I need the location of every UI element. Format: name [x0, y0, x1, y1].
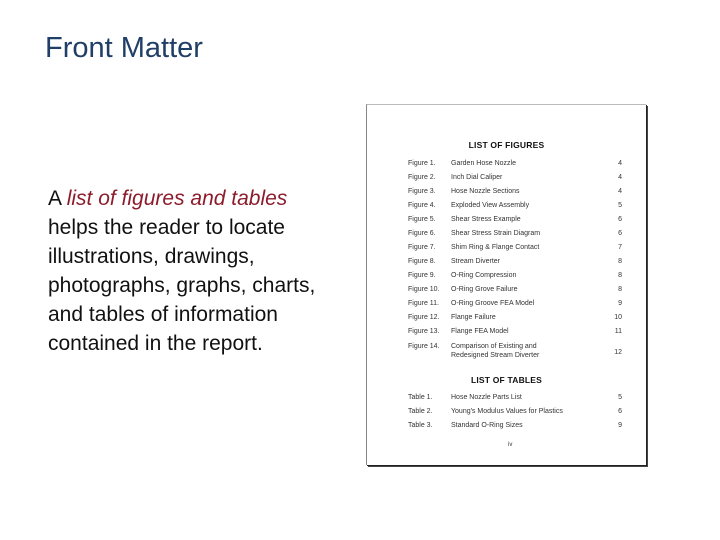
figure-page: 8: [618, 286, 622, 293]
figure-title: Flange Failure: [451, 314, 496, 321]
figure-row: [408, 243, 622, 254]
figure-page: 4: [618, 160, 622, 167]
table-page: 5: [618, 394, 622, 401]
figure-label: Figure 7.: [408, 244, 436, 251]
body-paragraph: [48, 184, 338, 358]
page-number: iv: [508, 442, 513, 448]
figure-title: Hose Nozzle Sections: [451, 188, 520, 195]
figure-page: 12: [614, 349, 622, 356]
figure-row: [408, 257, 622, 268]
figure-page: 10: [614, 314, 622, 321]
figure-label: Figure 13.: [408, 328, 440, 335]
figure-row: [408, 327, 622, 338]
table-row: [408, 421, 622, 432]
figure-title: Flange FEA Model: [451, 328, 509, 335]
figure-title: Shim Ring & Flange Contact: [451, 244, 540, 251]
figure-page: 8: [618, 258, 622, 265]
table-label: Table 3.: [408, 422, 433, 429]
figure-row: [408, 313, 622, 324]
figure-label: Figure 1.: [408, 160, 436, 167]
figure-row: [408, 299, 622, 310]
figure-label: Figure 5.: [408, 216, 436, 223]
figure-title: O-Ring Grove Failure: [451, 286, 518, 293]
table-label: Table 2.: [408, 408, 433, 415]
figure-label: Figure 10.: [408, 286, 440, 293]
figures-heading: LIST OF FIGURES: [468, 140, 545, 150]
figure-label: Figure 9.: [408, 272, 436, 279]
table-row: [408, 407, 622, 418]
table-title: Standard O-Ring Sizes: [451, 422, 523, 429]
document-page-image: [366, 104, 646, 465]
figure-row: [408, 215, 622, 226]
figure-title: Inch Dial Caliper: [451, 174, 503, 181]
table-row: [408, 393, 622, 404]
figure-row: [408, 187, 622, 198]
body-rest: helps the reader to locate illustrations, drawings, photographs, graphs, charts, and tables of information contained in the report.: [48, 216, 316, 355]
figure-page: 4: [618, 174, 622, 181]
figure-title: O-Ring Compression: [451, 272, 517, 279]
figure-label: Figure 8.: [408, 258, 436, 265]
figure-label: Figure 14.: [408, 343, 440, 350]
figure-title: Shear Stress Example: [451, 216, 521, 223]
figure-page: 6: [618, 230, 622, 237]
figure-page: 11: [614, 328, 622, 335]
figure-label: Figure 3.: [408, 188, 436, 195]
figure-title: Comparison of Existing and: [451, 343, 537, 350]
body-emphasis: list of figures and tables: [66, 187, 288, 210]
figure-label: Figure 11.: [408, 300, 439, 307]
figure-title: Garden Hose Nozzle: [451, 160, 516, 167]
figure-label: Figure 12.: [408, 314, 440, 321]
tables-heading: LIST OF TABLES: [470, 375, 543, 385]
figure-label: Figure 2.: [408, 174, 436, 181]
table-title: Hose Nozzle Parts List: [451, 394, 522, 401]
figure-row: [408, 285, 622, 296]
figure-title: O-Ring Groove FEA Model: [451, 300, 535, 307]
figure-page: 9: [618, 300, 622, 307]
slide-title: Front Matter: [45, 32, 203, 64]
figure-row: [408, 271, 622, 282]
body-lead: A: [48, 187, 67, 210]
figure-page: 4: [618, 188, 622, 195]
figure-row: [408, 342, 622, 362]
figure-page: 6: [618, 216, 622, 223]
figure-title: Stream Diverter: [451, 258, 501, 265]
figure-label: Figure 4.: [408, 202, 436, 209]
figure-page: 7: [618, 244, 622, 251]
figure-row: [408, 201, 622, 212]
figure-title: Exploded View Assembly: [451, 202, 530, 209]
table-label: Table 1.: [408, 394, 433, 401]
table-page: 9: [618, 422, 622, 429]
figure-row: [408, 159, 622, 170]
figure-row: [408, 229, 622, 240]
figure-page: 5: [618, 202, 622, 209]
table-page: 6: [618, 408, 622, 415]
figure-page: 8: [618, 272, 622, 279]
figure-label: Figure 6.: [408, 230, 436, 237]
figure-row: [408, 173, 622, 184]
figure-title: Shear Stress Strain Diagram: [451, 230, 541, 237]
table-title: Young's Modulus Values for Plastics: [451, 408, 563, 415]
figure-title-continued: Redesigned Stream Diverter: [451, 352, 540, 359]
